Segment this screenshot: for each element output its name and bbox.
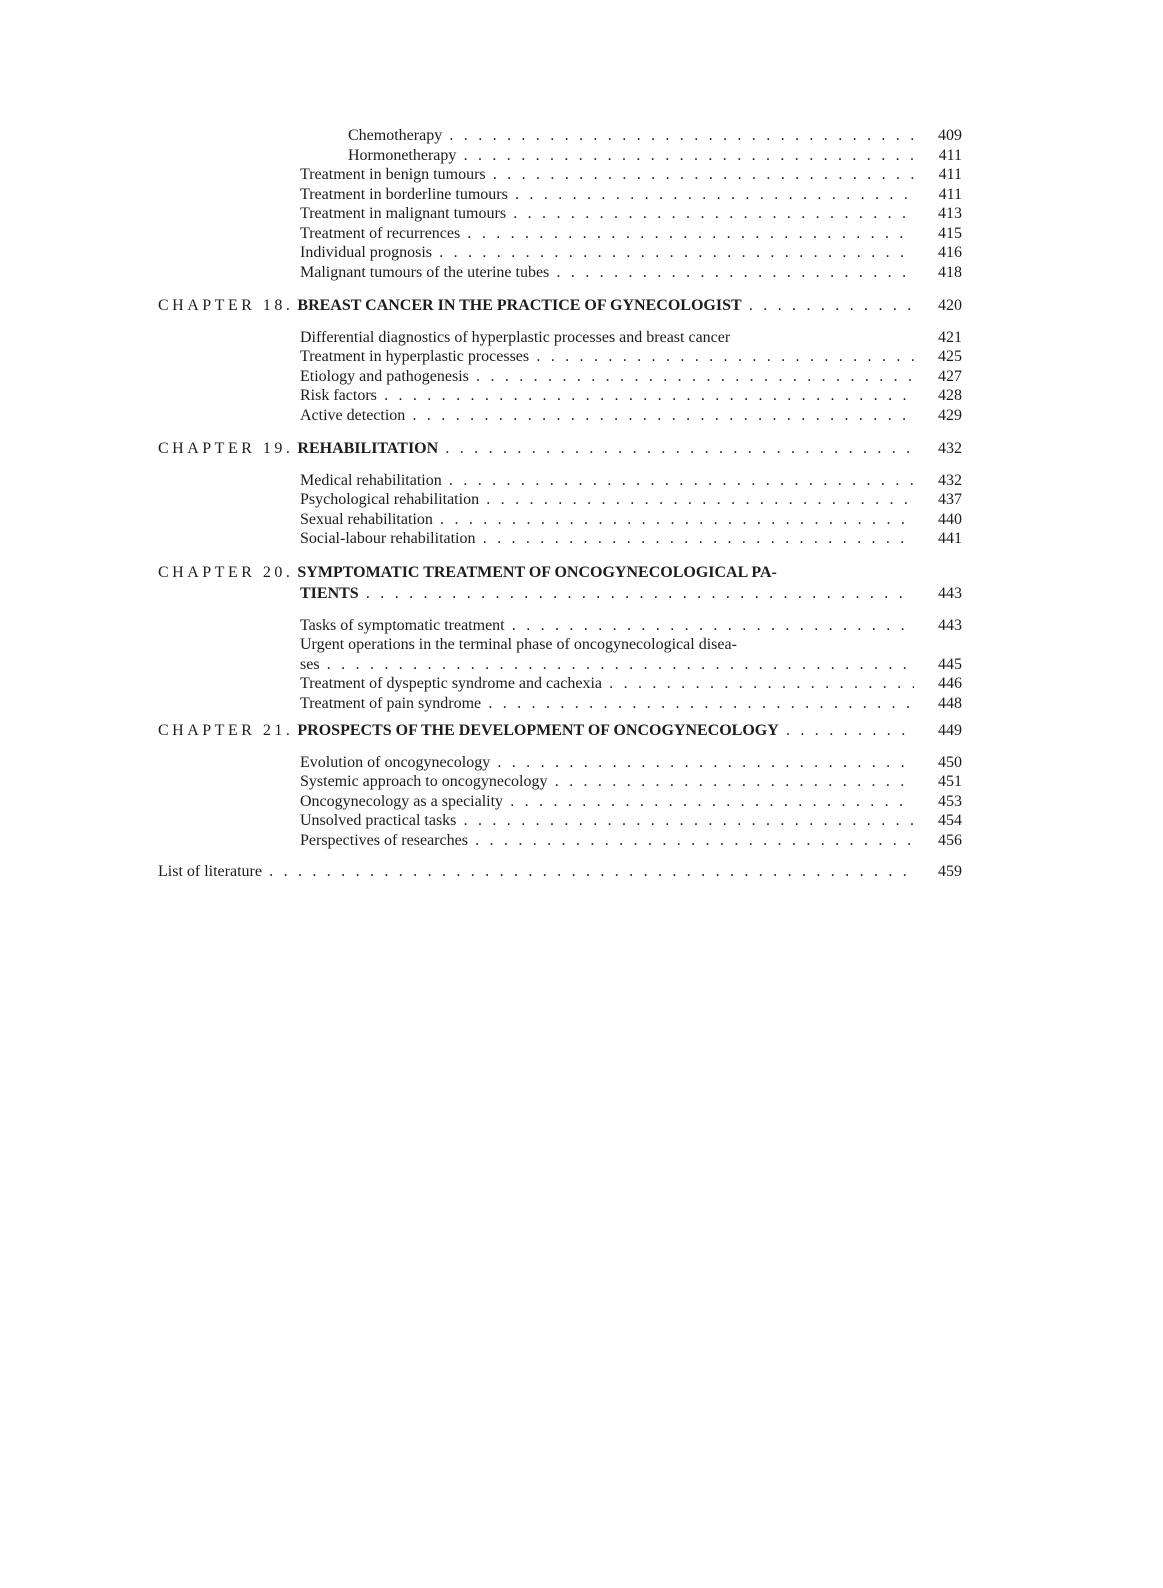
chapter-20-heading xyxy=(158,563,966,583)
toc-entry-page: 413 xyxy=(938,205,962,222)
toc-entry-page: 441 xyxy=(938,530,962,547)
toc-entry-page: 445 xyxy=(938,655,962,673)
toc-entry-page: 440 xyxy=(938,510,962,528)
toc-entry-title: Hormonetherapy . . . xyxy=(348,146,914,166)
toc-entry-title: Treatment in benign tumours . . . xyxy=(300,165,914,185)
toc-entry xyxy=(158,753,966,773)
toc-entry xyxy=(158,386,966,406)
toc-entry-continued xyxy=(158,655,966,675)
toc-entry-title: Systemic approach to oncogynecology . . . xyxy=(300,772,914,792)
chapter-title xyxy=(158,296,914,316)
toc-entry xyxy=(158,406,966,426)
toc-entry xyxy=(158,490,966,510)
chapter-title xyxy=(158,439,914,459)
chapter-page: 443 xyxy=(938,585,962,602)
chapter-name: SYMPTOMATIC TREATMENT OF ONCOGYNECOLOGICAL PA- xyxy=(297,563,777,581)
toc-entry xyxy=(158,347,966,367)
toc-entry xyxy=(158,146,966,166)
toc-entry xyxy=(158,772,966,792)
chapter-page: 449 xyxy=(938,722,962,739)
toc-entry-title: Tasks of symptomatic treatment . . . xyxy=(300,616,914,636)
toc-entry-page: 451 xyxy=(938,773,962,790)
toc-entry-page: 432 xyxy=(938,471,962,489)
toc-entry-page: 418 xyxy=(938,263,962,281)
literature-page: 459 xyxy=(938,863,962,880)
chapter-label: CHAPTER 21. xyxy=(158,722,294,739)
toc-entry-page: 429 xyxy=(938,406,962,424)
chapter-name: PROSPECTS OF THE DEVELOPMENT OF ONCOGYNECOLOGY xyxy=(297,722,779,739)
toc-entry-title: Medical rehabilitation . . . xyxy=(300,471,914,491)
toc-entry-title: Evolution of oncogynecology . . . xyxy=(300,753,914,773)
toc-entry-title: Individual prognosis . . . xyxy=(300,243,914,263)
toc-entry-page: 450 xyxy=(938,753,962,771)
toc-entry-page: 411 xyxy=(938,185,962,203)
toc-entry-title: Perspectives of researches . . . xyxy=(300,831,914,851)
toc-entry xyxy=(158,185,966,205)
toc-entry-page: 425 xyxy=(938,348,962,365)
toc-entry-page: 416 xyxy=(938,244,962,261)
chapter-20-heading-continued xyxy=(158,584,966,604)
chapter-name: BREAST CANCER IN THE PRACTICE OF GYNECOLOGIST xyxy=(297,297,742,314)
toc-entry-page: 453 xyxy=(938,792,962,810)
literature-title: List of literature . . . xyxy=(158,862,914,882)
toc-entry-title: Treatment of pain syndrome . . . xyxy=(300,694,914,714)
chapter-title xyxy=(158,563,914,583)
toc-entry-page: 454 xyxy=(938,812,962,829)
toc-entry xyxy=(158,529,966,549)
toc-entry xyxy=(158,674,966,694)
chapter-name-continued: TIENTS . . . xyxy=(300,584,914,604)
toc-entry xyxy=(158,831,966,851)
toc-entry xyxy=(158,616,966,636)
chapter-21-heading xyxy=(158,721,966,741)
toc-entry xyxy=(158,126,966,146)
toc-entry-title: Differential diagnostics of hyperplastic processes and breast cancer xyxy=(300,328,731,346)
table-of-contents xyxy=(158,126,966,882)
toc-entry-page: 411 xyxy=(938,166,962,183)
toc-entry xyxy=(158,635,966,655)
chapter-page: 432 xyxy=(938,440,962,457)
toc-entry xyxy=(158,263,966,283)
toc-entry-page: 409 xyxy=(938,127,962,144)
toc-entry-title: Treatment of dyspeptic syndrome and cachexia . . . xyxy=(300,674,914,694)
toc-entry-title: Risk factors . . . xyxy=(300,386,914,406)
toc-entry xyxy=(158,224,966,244)
chapter-18-heading xyxy=(158,296,966,316)
toc-entry-page: 427 xyxy=(938,367,962,385)
toc-entry-page: 411 xyxy=(938,146,962,164)
toc-entry-title: Unsolved practical tasks . . . xyxy=(300,811,914,831)
toc-entry-page: 421 xyxy=(938,328,962,346)
chapter-label: CHAPTER 20. xyxy=(158,563,294,581)
toc-entry xyxy=(158,811,966,831)
toc-entry-title: Treatment in borderline tumours . . . xyxy=(300,185,914,205)
chapter-label: CHAPTER 18. xyxy=(158,297,294,314)
toc-entry xyxy=(158,165,966,185)
toc-entry-title: Urgent operations in the terminal phase of oncogynecological disea- xyxy=(300,636,737,653)
toc-entry xyxy=(158,243,966,263)
chapter-19-heading xyxy=(158,439,966,459)
toc-entry xyxy=(158,204,966,224)
toc-entry xyxy=(158,367,966,387)
toc-entry-page: 448 xyxy=(938,694,962,712)
chapter-label: CHAPTER 19. xyxy=(158,440,294,457)
chapter-name: REHABILITATION xyxy=(297,440,439,457)
toc-entry-title: Etiology and pathogenesis . . . xyxy=(300,367,914,387)
toc-entry-page: 428 xyxy=(938,387,962,404)
toc-entry-title-continued: ses . . . xyxy=(300,655,914,675)
toc-entry-title: Active detection . . . xyxy=(300,406,914,426)
toc-entry-page: 446 xyxy=(938,675,962,692)
toc-entry-title: Treatment in malignant tumours . . . xyxy=(300,204,914,224)
toc-entry-title: Treatment of recurrences . . . xyxy=(300,224,914,244)
toc-entry-page: 456 xyxy=(938,831,962,849)
toc-entry-page: 437 xyxy=(938,491,962,508)
toc-entry-page: 415 xyxy=(938,224,962,242)
toc-entry-title: Chemotherapy . . . xyxy=(348,126,914,146)
toc-entry-title: Oncogynecology as a speciality . . . xyxy=(300,792,914,812)
toc-entry-title: Psychological rehabilitation . . . xyxy=(300,490,914,510)
toc-entry xyxy=(158,694,966,714)
toc-entry-title: Malignant tumours of the uterine tubes . . . xyxy=(300,263,914,283)
chapter-title xyxy=(158,721,914,741)
toc-entry-title: Social-labour rehabilitation . . . xyxy=(300,529,914,549)
toc-entry-title: Sexual rehabilitation . . . xyxy=(300,510,914,530)
toc-entry-title: Treatment in hyperplastic processes . . . xyxy=(300,347,914,367)
chapter-page: 420 xyxy=(938,297,962,314)
toc-entry xyxy=(158,510,966,530)
toc-literature xyxy=(158,862,966,882)
toc-entry xyxy=(158,328,966,348)
toc-entry-page: 443 xyxy=(938,616,962,634)
toc-entry xyxy=(158,792,966,812)
toc-entry xyxy=(158,471,966,491)
